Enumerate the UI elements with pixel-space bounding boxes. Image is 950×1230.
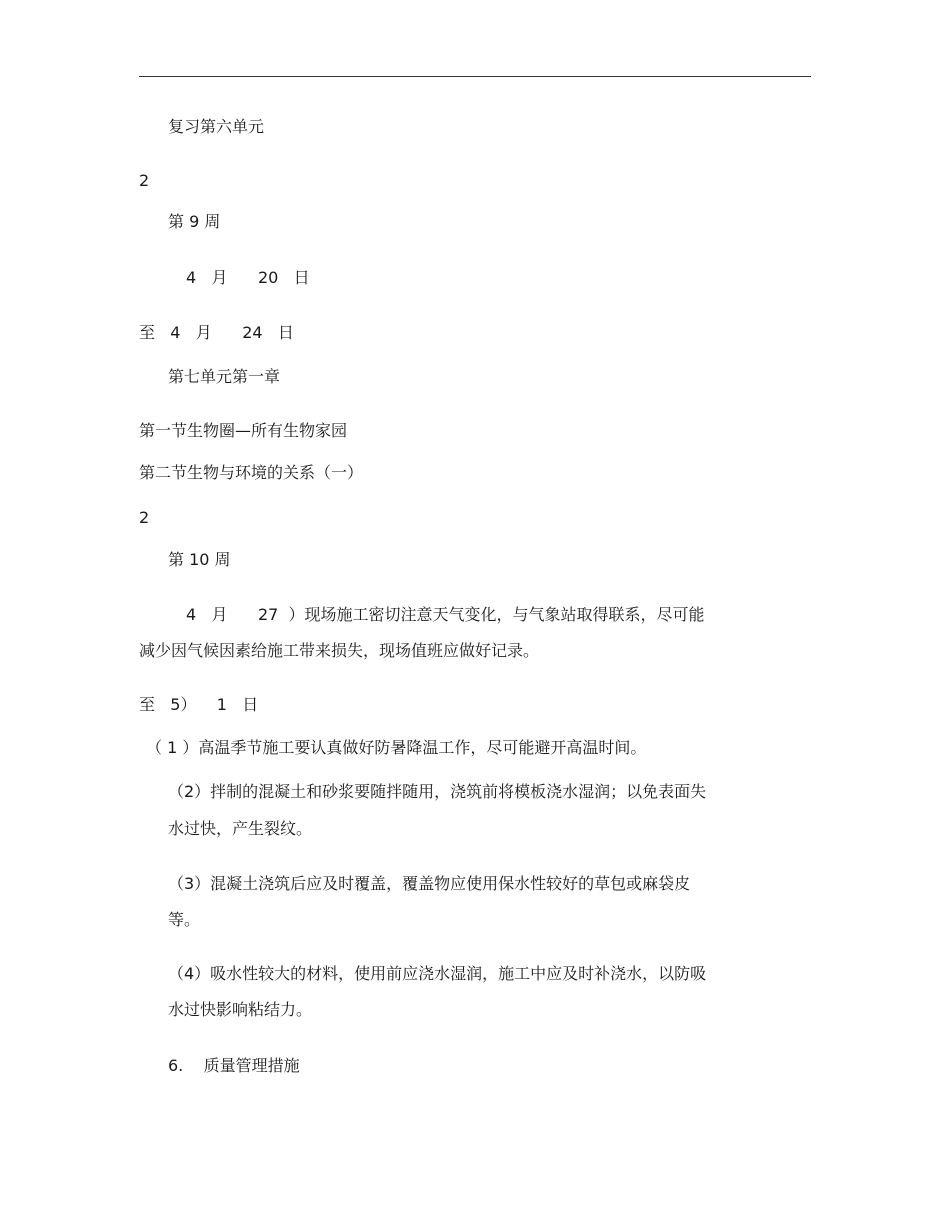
- list-item-4-continued: 水过快影响粘结力。: [168, 1000, 313, 1019]
- quality-measures-heading: 6. 质量管理措施: [168, 1056, 300, 1075]
- date-end: 至 4 月 24 日: [139, 323, 294, 342]
- list-item-1: （ 1 ）高温季节施工要认真做好防暑降温工作，尽可能避开高温时间。: [146, 738, 647, 757]
- section-two-title: 第二节生物与环境的关系（一）: [139, 463, 364, 482]
- list-item-2: （2）拌制的混凝土和砂浆要随拌随用，浇筑前将模板浇水湿润；以免表面失: [168, 782, 707, 801]
- header-rule: [139, 76, 811, 77]
- list-item-3: （3）混凝土浇筑后应及时覆盖，覆盖物应使用保水性较好的草包或麻袋皮: [168, 874, 691, 893]
- period-count: 2: [139, 171, 150, 190]
- review-unit-heading: 复习第六单元: [168, 117, 265, 136]
- week-label: 第 9 周: [168, 212, 221, 231]
- list-item-2-continued: 水过快，产生裂纹。: [168, 819, 313, 838]
- unit-chapter-heading: 第七单元第一章: [168, 367, 281, 386]
- date-start: 4 月 20 日: [186, 268, 310, 287]
- list-item-4: （4）吸水性较大的材料，使用前应浇水湿润，施工中应及时补浇水，以防吸: [168, 964, 707, 983]
- date-end: 至 5） 1 日: [139, 695, 259, 714]
- section-one-title: 第一节生物圈—所有生物家园: [139, 421, 348, 440]
- paragraph-line: 4 月 27 ）现场施工密切注意天气变化，与气象站取得联系，尽可能: [186, 605, 705, 624]
- list-item-3-continued: 等。: [168, 910, 201, 929]
- period-count: 2: [139, 508, 150, 527]
- week-label: 第 10 周: [168, 550, 231, 569]
- paragraph-line: 减少因气候因素给施工带来损失，现场值班应做好记录。: [139, 641, 540, 660]
